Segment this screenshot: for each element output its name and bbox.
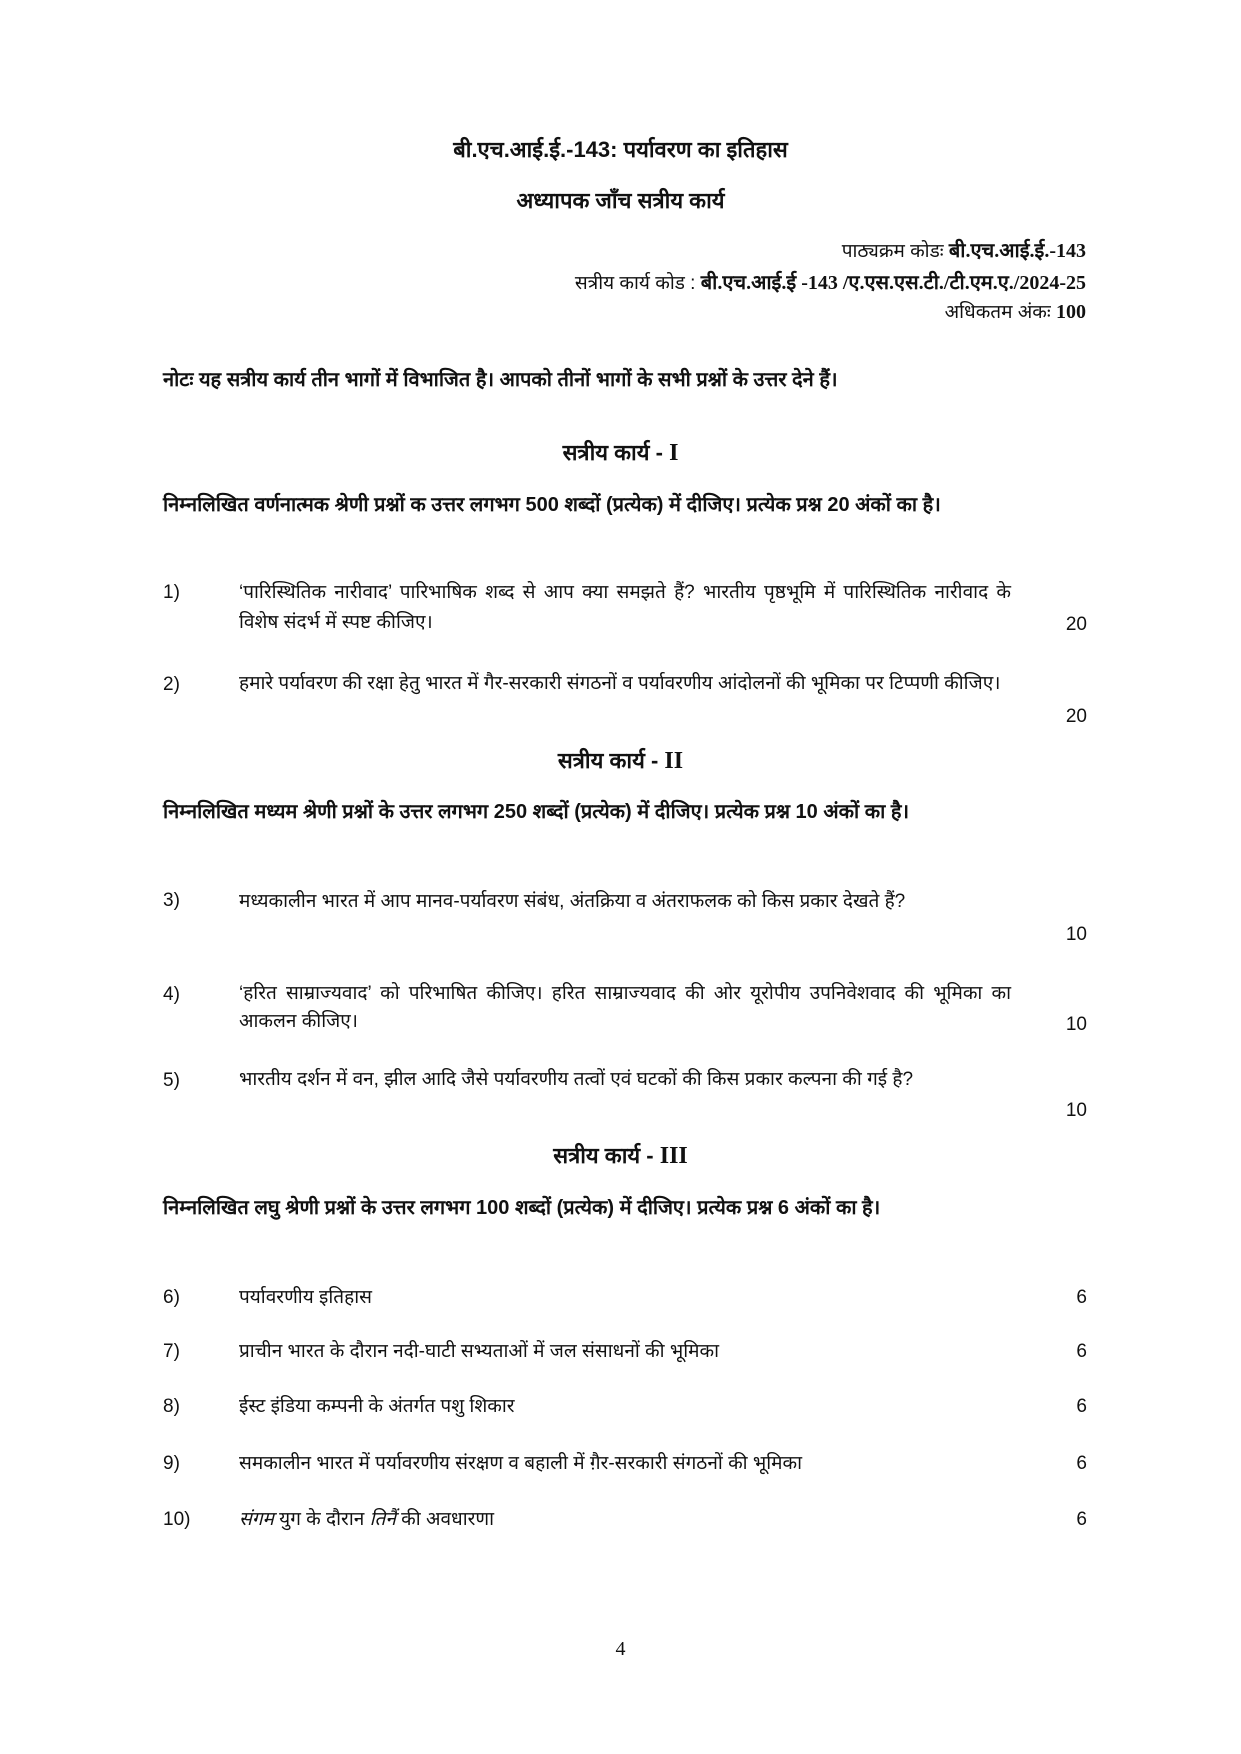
question-text <box>239 1505 1039 1535</box>
question-number: 9) <box>163 1453 180 1474</box>
question-number: 8) <box>163 1396 180 1417</box>
document-subtitle: अध्यापक जाँच सत्रीय कार्य <box>516 188 725 213</box>
question-marks: 6 <box>1076 1509 1087 1530</box>
note-paragraph: नोटः यह सत्रीय कार्य तीन भागों में विभाजित है। आपको तीनों भागों के सभी प्रश्नों के उत्तर देने हैं। <box>163 369 838 391</box>
question-text: ‘पारिस्थितिक नारीवाद’ पारिभाषिक शब्द से आप क्या समझते हैं? भारतीय पृष्ठभूमि में पारिस्थितिक नारीवाद के विशेष संदर्भ में स्पष्ट कीजिए। <box>239 582 1011 633</box>
question-text: हमारे पर्यावरण की रक्षा हेतु भारत में गैर-सरकारी संगठनों व पर्यावरणीय आंदोलनों की भूमिका पर टिप्पणी कीजिए। <box>239 673 1001 694</box>
question-text: भारतीय दर्शन में वन, झील आदि जैसे पर्यावरणीय तत्वों एवं घटकों की किस प्रकार कल्पना की गई है? <box>239 1069 914 1090</box>
question-item <box>163 1066 1087 1126</box>
italic-term-tinai: तिनैं <box>369 1509 396 1530</box>
section-instruction-2: निम्नलिखित मध्यम श्रेणी प्रश्नों के उत्तर लगभग 250 शब्दों (प्रत्येक) में दीजिए। प्रत्येक प्रश्न 10 अंकों का है। <box>163 801 910 823</box>
assignment-code-label: सत्रीय कार्य कोड : <box>574 273 696 294</box>
question-text: पर्यावरणीय इतिहास <box>239 1287 372 1308</box>
section-heading-roman: I <box>669 440 679 466</box>
question-marks: 20 <box>1065 706 1087 727</box>
question-item <box>163 886 1087 950</box>
question-marks: 6 <box>1076 1396 1087 1417</box>
question-marks: 10 <box>1065 924 1087 945</box>
max-marks <box>945 298 1086 324</box>
section-heading-label: सत्रीय कार्य - <box>562 440 663 465</box>
question-number: 1) <box>163 582 180 603</box>
question-marks: 6 <box>1076 1287 1087 1308</box>
question-number: 5) <box>163 1070 180 1091</box>
question-number: 3) <box>163 890 180 911</box>
question-number: 2) <box>163 674 180 695</box>
question-text: समकालीन भारत में पर्यावरणीय संरक्षण व बहाली में ग़ैर-सरकारी संगठनों की भूमिका <box>239 1453 803 1474</box>
section-heading-2 <box>0 745 1241 775</box>
section-instruction-3: निम्नलिखित लघु श्रेणी प्रश्नों के उत्तर लगभग 100 शब्दों (प्रत्येक) में दीजिए। प्रत्येक प्रश्न 6 अंकों का है। <box>163 1197 881 1219</box>
course-code-value: बी.एच.आई.ई.-143 <box>948 240 1086 262</box>
question-text: ईस्ट इंडिया कम्पनी के अंतर्गत पशु शिकार <box>239 1396 515 1417</box>
question-marks: 20 <box>1065 614 1087 635</box>
assignment-code <box>575 268 1086 295</box>
section-heading-label: सत्रीय कार्य - <box>553 1143 654 1168</box>
question-marks: 10 <box>1065 1014 1087 1035</box>
question-text: ‘हरित साम्राज्यवाद’ को परिभाषित कीजिए। हरित साम्राज्यवाद की ओर यूरोपीय उपनिवेशवाद की भूमिका का आकलन कीजिए। <box>239 983 1011 1032</box>
max-marks-value: 100 <box>1056 301 1086 323</box>
document-title: बी.एच.आई.ई.-143: पर्यावरण का इतिहास <box>453 137 788 162</box>
question-marks: 10 <box>1065 1100 1087 1121</box>
question-number: 10) <box>163 1509 191 1530</box>
section-heading-roman: II <box>664 748 684 774</box>
section-heading-roman: III <box>659 1143 688 1169</box>
question-item <box>163 1283 1087 1313</box>
section-instruction-1: निम्नलिखित वर्णनात्मक श्रेणी प्रश्नों क उत्तर लगभग 500 शब्दों (प्रत्येक) में दीजिए। प्रत्येक प्रश्न 20 अंकों का है। <box>163 494 941 516</box>
question-text-mid: युग के दौरान <box>273 1509 370 1530</box>
question-item <box>163 1505 1087 1535</box>
question-item <box>163 1449 1087 1479</box>
max-marks-label: अधिकतम अंकः <box>944 302 1051 323</box>
question-marks: 6 <box>1076 1453 1087 1474</box>
section-heading-1 <box>0 437 1241 467</box>
question-item <box>163 670 1087 732</box>
section-heading-label: सत्रीय कार्य - <box>557 748 659 773</box>
question-item <box>163 1392 1087 1422</box>
course-code <box>842 236 1086 263</box>
page-number: 4 <box>615 1638 626 1660</box>
section-heading-3 <box>0 1140 1241 1170</box>
question-item <box>163 578 1087 640</box>
italic-term-sangam: संगम <box>239 1509 274 1530</box>
question-item <box>163 980 1087 1040</box>
question-number: 4) <box>163 984 180 1005</box>
question-number: 6) <box>163 1287 180 1308</box>
question-text-end: की अवधारणा <box>395 1509 495 1530</box>
course-code-label: पाठ्यक्रम कोडः <box>841 241 944 262</box>
question-marks: 6 <box>1076 1341 1087 1362</box>
question-item <box>163 1337 1087 1367</box>
assignment-code-value: बी.एच.आई.ई -143 /ए.एस.एस.टी./टी.एम.ए./2024-25 <box>700 272 1086 294</box>
question-text: मध्यकालीन भारत में आप मानव-पर्यावरण संबंध, अंतक्रिया व अंतराफलक को किस प्रकार देखते हैं? <box>239 891 906 912</box>
question-text: प्राचीन भारत के दौरान नदी-घाटी सभ्यताओं में जल संसाधनों की भूमिका <box>239 1341 720 1362</box>
question-number: 7) <box>163 1341 180 1362</box>
